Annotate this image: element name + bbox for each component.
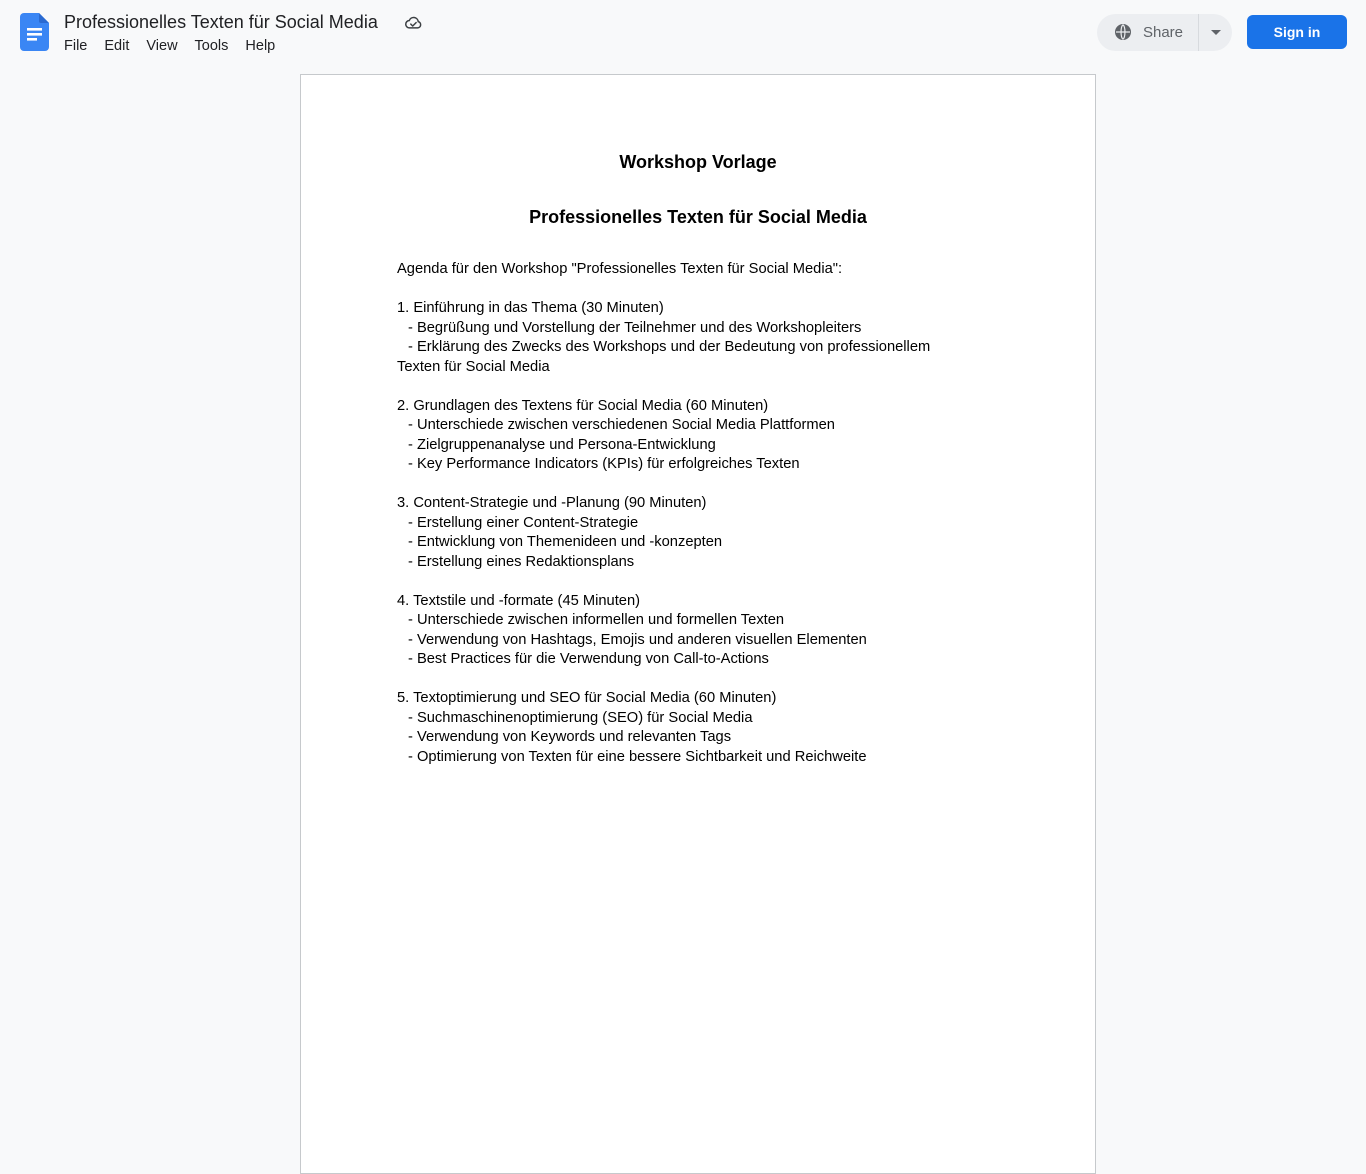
menu-edit[interactable]: Edit xyxy=(104,38,130,54)
caret-down-icon xyxy=(1211,30,1221,35)
doc-title[interactable]: Professionelles Texten für Social Media xyxy=(64,11,378,32)
doc-line: - Best Practices für die Verwendung von Call-to-Actions xyxy=(408,651,769,667)
doc-line: - Erklärung des Zwecks des Workshops und der Bedeutung von professionellem xyxy=(408,339,931,355)
signin-button[interactable]: Sign in xyxy=(1247,15,1347,49)
menu-view[interactable]: View xyxy=(146,38,178,54)
title-row xyxy=(64,10,423,34)
menu-tools[interactable]: Tools xyxy=(194,38,229,54)
document-content xyxy=(301,75,1095,807)
doc-heading-1: Workshop Vorlage xyxy=(619,152,777,172)
doc-line: - Erstellung eines Redaktionsplans xyxy=(408,553,635,570)
doc-section xyxy=(397,299,999,377)
header-text xyxy=(64,10,423,55)
menu-help[interactable]: Help xyxy=(245,38,276,54)
doc-section xyxy=(397,397,999,475)
doc-section-heading: 4. Textstile und -formate (45 Minuten) xyxy=(397,592,641,609)
menu-file[interactable]: File xyxy=(64,38,88,54)
doc-line: - Verwendung von Hashtags, Emojis und anderen visuellen Elementen xyxy=(408,631,867,648)
doc-line: - Begrüßung und Vorstellung der Teilnehmer und des Workshopleiters xyxy=(408,319,862,336)
doc-section-heading: 5. Textoptimierung und SEO für Social Media (60 Minuten) xyxy=(397,690,777,706)
doc-line: - Unterschiede zwischen verschiedenen Social Media Plattformen xyxy=(408,417,835,433)
share-dropdown-button[interactable] xyxy=(1199,14,1232,51)
doc-line: - Entwicklung von Themenideen und -konzepten xyxy=(408,534,723,550)
globe-icon xyxy=(1114,23,1132,41)
doc-line: - Verwendung von Keywords und relevanten Tags xyxy=(408,729,732,745)
doc-heading-2: Professionelles Texten für Social Media xyxy=(529,207,867,227)
doc-line: - Zielgruppenanalyse und Persona-Entwicklung xyxy=(408,436,716,453)
google-docs-icon[interactable] xyxy=(20,13,49,51)
doc-line: - Suchmaschinenoptimierung (SEO) für Social Media xyxy=(408,709,753,726)
header-actions xyxy=(1097,0,1347,64)
share-label: Share xyxy=(1142,23,1183,41)
doc-line: - Unterschiede zwischen informellen und formellen Texten xyxy=(408,612,785,628)
menu-bar xyxy=(64,38,423,55)
doc-line: Texten für Social Media xyxy=(397,358,550,375)
doc-sections xyxy=(397,299,999,767)
doc-section-heading: 1. Einführung in das Thema (30 Minuten) xyxy=(397,300,664,316)
doc-section xyxy=(397,494,999,572)
doc-line: - Optimierung von Texten für eine bessere Sichtbarkeit und Reichweite xyxy=(408,748,867,765)
doc-section xyxy=(397,689,999,767)
app-header xyxy=(0,0,1366,64)
doc-intro: Agenda für den Workshop "Professionelles Texten für Social Media": xyxy=(397,261,843,277)
share-button-group xyxy=(1097,14,1232,51)
doc-section-heading: 2. Grundlagen des Textens für Social Media (60 Minuten) xyxy=(397,397,769,414)
doc-section xyxy=(397,592,999,670)
document-page[interactable] xyxy=(300,74,1096,1174)
doc-section-heading: 3. Content-Strategie und -Planung (90 Minuten) xyxy=(397,495,707,511)
cloud-check-icon[interactable] xyxy=(404,16,423,31)
doc-line: - Key Performance Indicators (KPIs) für erfolgreiches Texten xyxy=(408,456,800,472)
doc-line: - Erstellung einer Content-Strategie xyxy=(408,514,639,531)
share-button[interactable] xyxy=(1097,14,1198,51)
